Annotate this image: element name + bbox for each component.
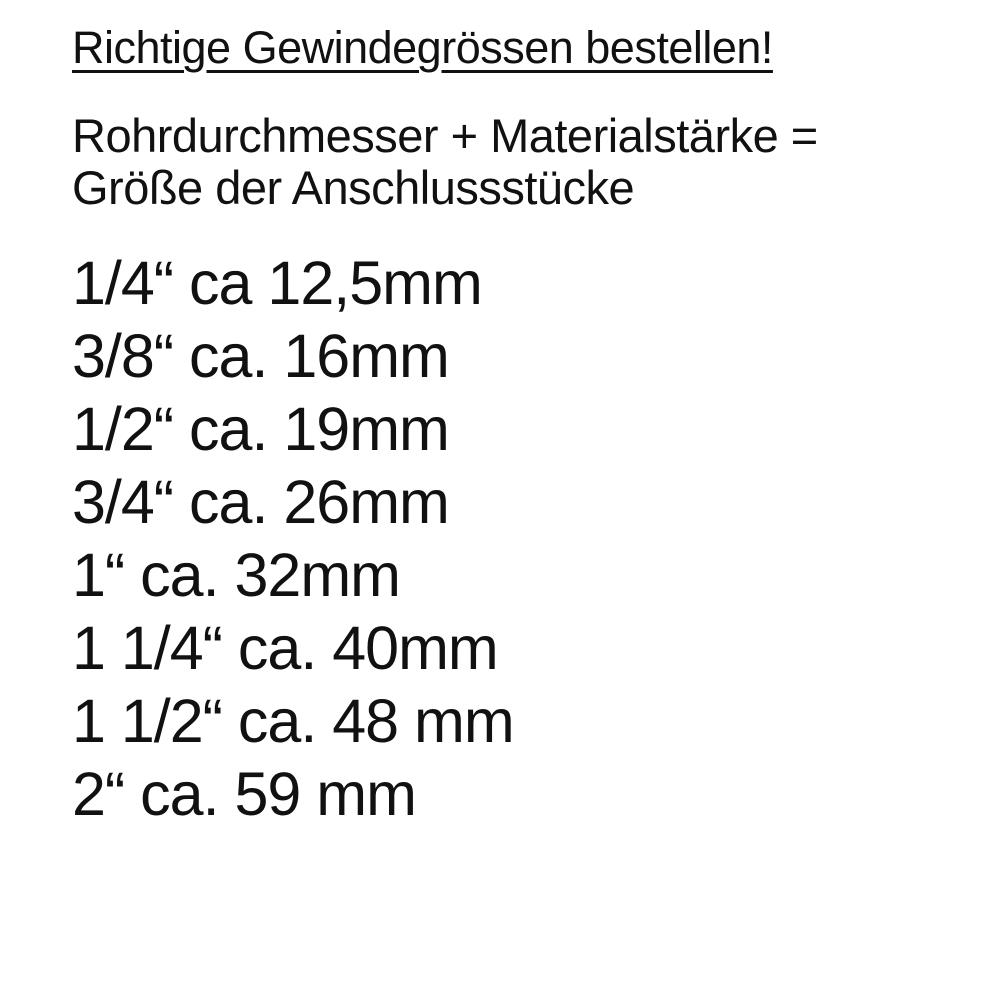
size-list-item: 1/4“ ca 12,5mm: [72, 249, 482, 317]
size-list: [72, 247, 960, 831]
size-list-item: 3/4“ ca. 26mm: [72, 468, 449, 536]
page-title: Richtige Gewindegrössen bestellen!: [72, 22, 773, 73]
size-list-item: 1/2“ ca. 19mm: [72, 395, 449, 463]
size-list-item: 1“ ca. 32mm: [72, 541, 400, 609]
size-list-item: 1 1/2“ ca. 48 mm: [72, 687, 514, 755]
size-list-item: 2“ ca. 59 mm: [72, 760, 416, 828]
subtitle-line-1: Rohrdurchmesser + Materialstärke =: [72, 108, 818, 162]
size-list-item: 3/8“ ca. 16mm: [72, 322, 449, 390]
size-list-item: 1 1/4“ ca. 40mm: [72, 614, 498, 682]
subtitle: [72, 110, 960, 215]
subtitle-line-2: Größe der Anschlussstücke: [72, 161, 635, 215]
